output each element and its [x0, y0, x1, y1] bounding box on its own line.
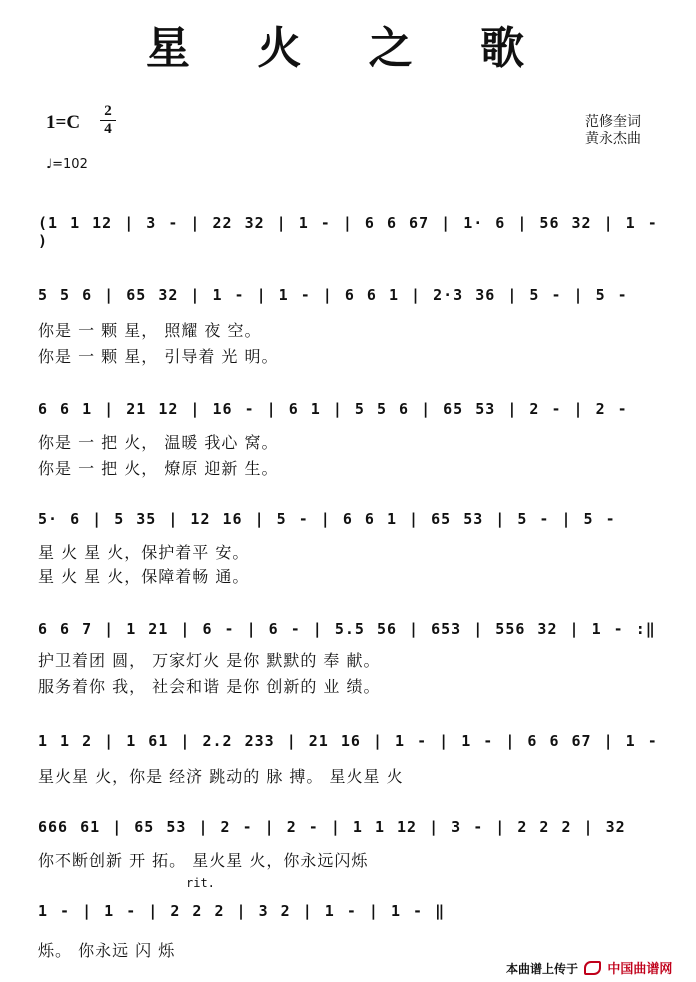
lyric-verse-1: 护卫着团 圆， 万家灯火 是你 默默的 奉 献。: [38, 651, 381, 670]
lyric-verse-2: 服务着你 我， 社会和谐 是你 创新的 业 绩。: [38, 677, 381, 696]
lyric-verse-1: 星 火 星 火，保护着平 安。: [38, 543, 250, 562]
lyric-verse-2: 星 火 星 火，保障着畅 通。: [38, 567, 250, 586]
notation-line: 6 6 7 | 1 21 | 6 - | 6 - | 5.5 56 | 653 | 556 32 | 1 - :‖: [38, 620, 656, 638]
lyric-verse-2: 你是 一 颗 星， 引导着 光 明。: [38, 347, 279, 366]
song-title: 星 火 之 歌: [146, 23, 550, 74]
tempo-marking: ♩=102: [46, 157, 88, 172]
notation-line: 5 5 6 | 65 32 | 1 - | 1 - | 6 6 1 | 2·3 36 | 5 - | 5 -: [38, 286, 628, 304]
notation-line: 5· 6 | 5 35 | 12 16 | 5 - | 6 6 1 | 65 53 | 5 - | 5 -: [38, 510, 616, 528]
notation-line: 1 1 2 | 1 61 | 2.2 233 | 21 16 | 1 - | 1 - | 6 6 67 | 1 -: [38, 732, 658, 750]
ritardando-marking: rit.: [186, 876, 215, 890]
lyric-verse-1: 你是 一 把 火， 温暖 我心 窝。: [38, 433, 279, 452]
lyricist-credit: 范修奎词: [585, 114, 641, 130]
footer-prefix: 本曲谱上传于: [506, 962, 579, 976]
time-signature: [100, 104, 116, 137]
lyric-verse-1: 你是 一 颗 星， 照耀 夜 空。: [38, 321, 262, 340]
upload-footer: [506, 958, 672, 977]
composer-credit: 黄永杰曲: [585, 131, 641, 147]
time-signature-top: 2: [104, 103, 112, 119]
time-signature-bottom: 4: [104, 121, 112, 137]
notation-line: (1 1 12 | 3 - | 22 32 | 1 - | 6 6 67 | 1· 6 | 56 32 | 1 - ): [38, 214, 658, 250]
lyric-verse-1: 烁。 你永远 闪 烁: [38, 941, 176, 960]
notation-line: 6 6 1 | 21 12 | 16 - | 6 1 | 5 5 6 | 65 53 | 2 - | 2 -: [38, 400, 628, 418]
footer-site-name[interactable]: 中国曲谱网: [607, 962, 673, 977]
notation-line: 666 61 | 65 53 | 2 - | 2 - | 1 1 12 | 3 - | 2 2 2 | 32: [38, 818, 626, 836]
site-logo-icon: [584, 961, 601, 975]
notation-line: 1 - | 1 - | 2 2 2 | 3 2 | 1 - | 1 - ‖: [38, 902, 446, 920]
lyric-verse-1: 你不断创新 开 拓。 星火星 火，你永远闪烁: [38, 851, 369, 870]
key-signature: 1=C: [46, 112, 81, 133]
lyric-verse-2: 你是 一 把 火， 燎原 迎新 生。: [38, 459, 279, 478]
lyric-verse-1: 星火星 火，你是 经济 跳动的 脉 搏。 星火星 火: [38, 767, 404, 786]
